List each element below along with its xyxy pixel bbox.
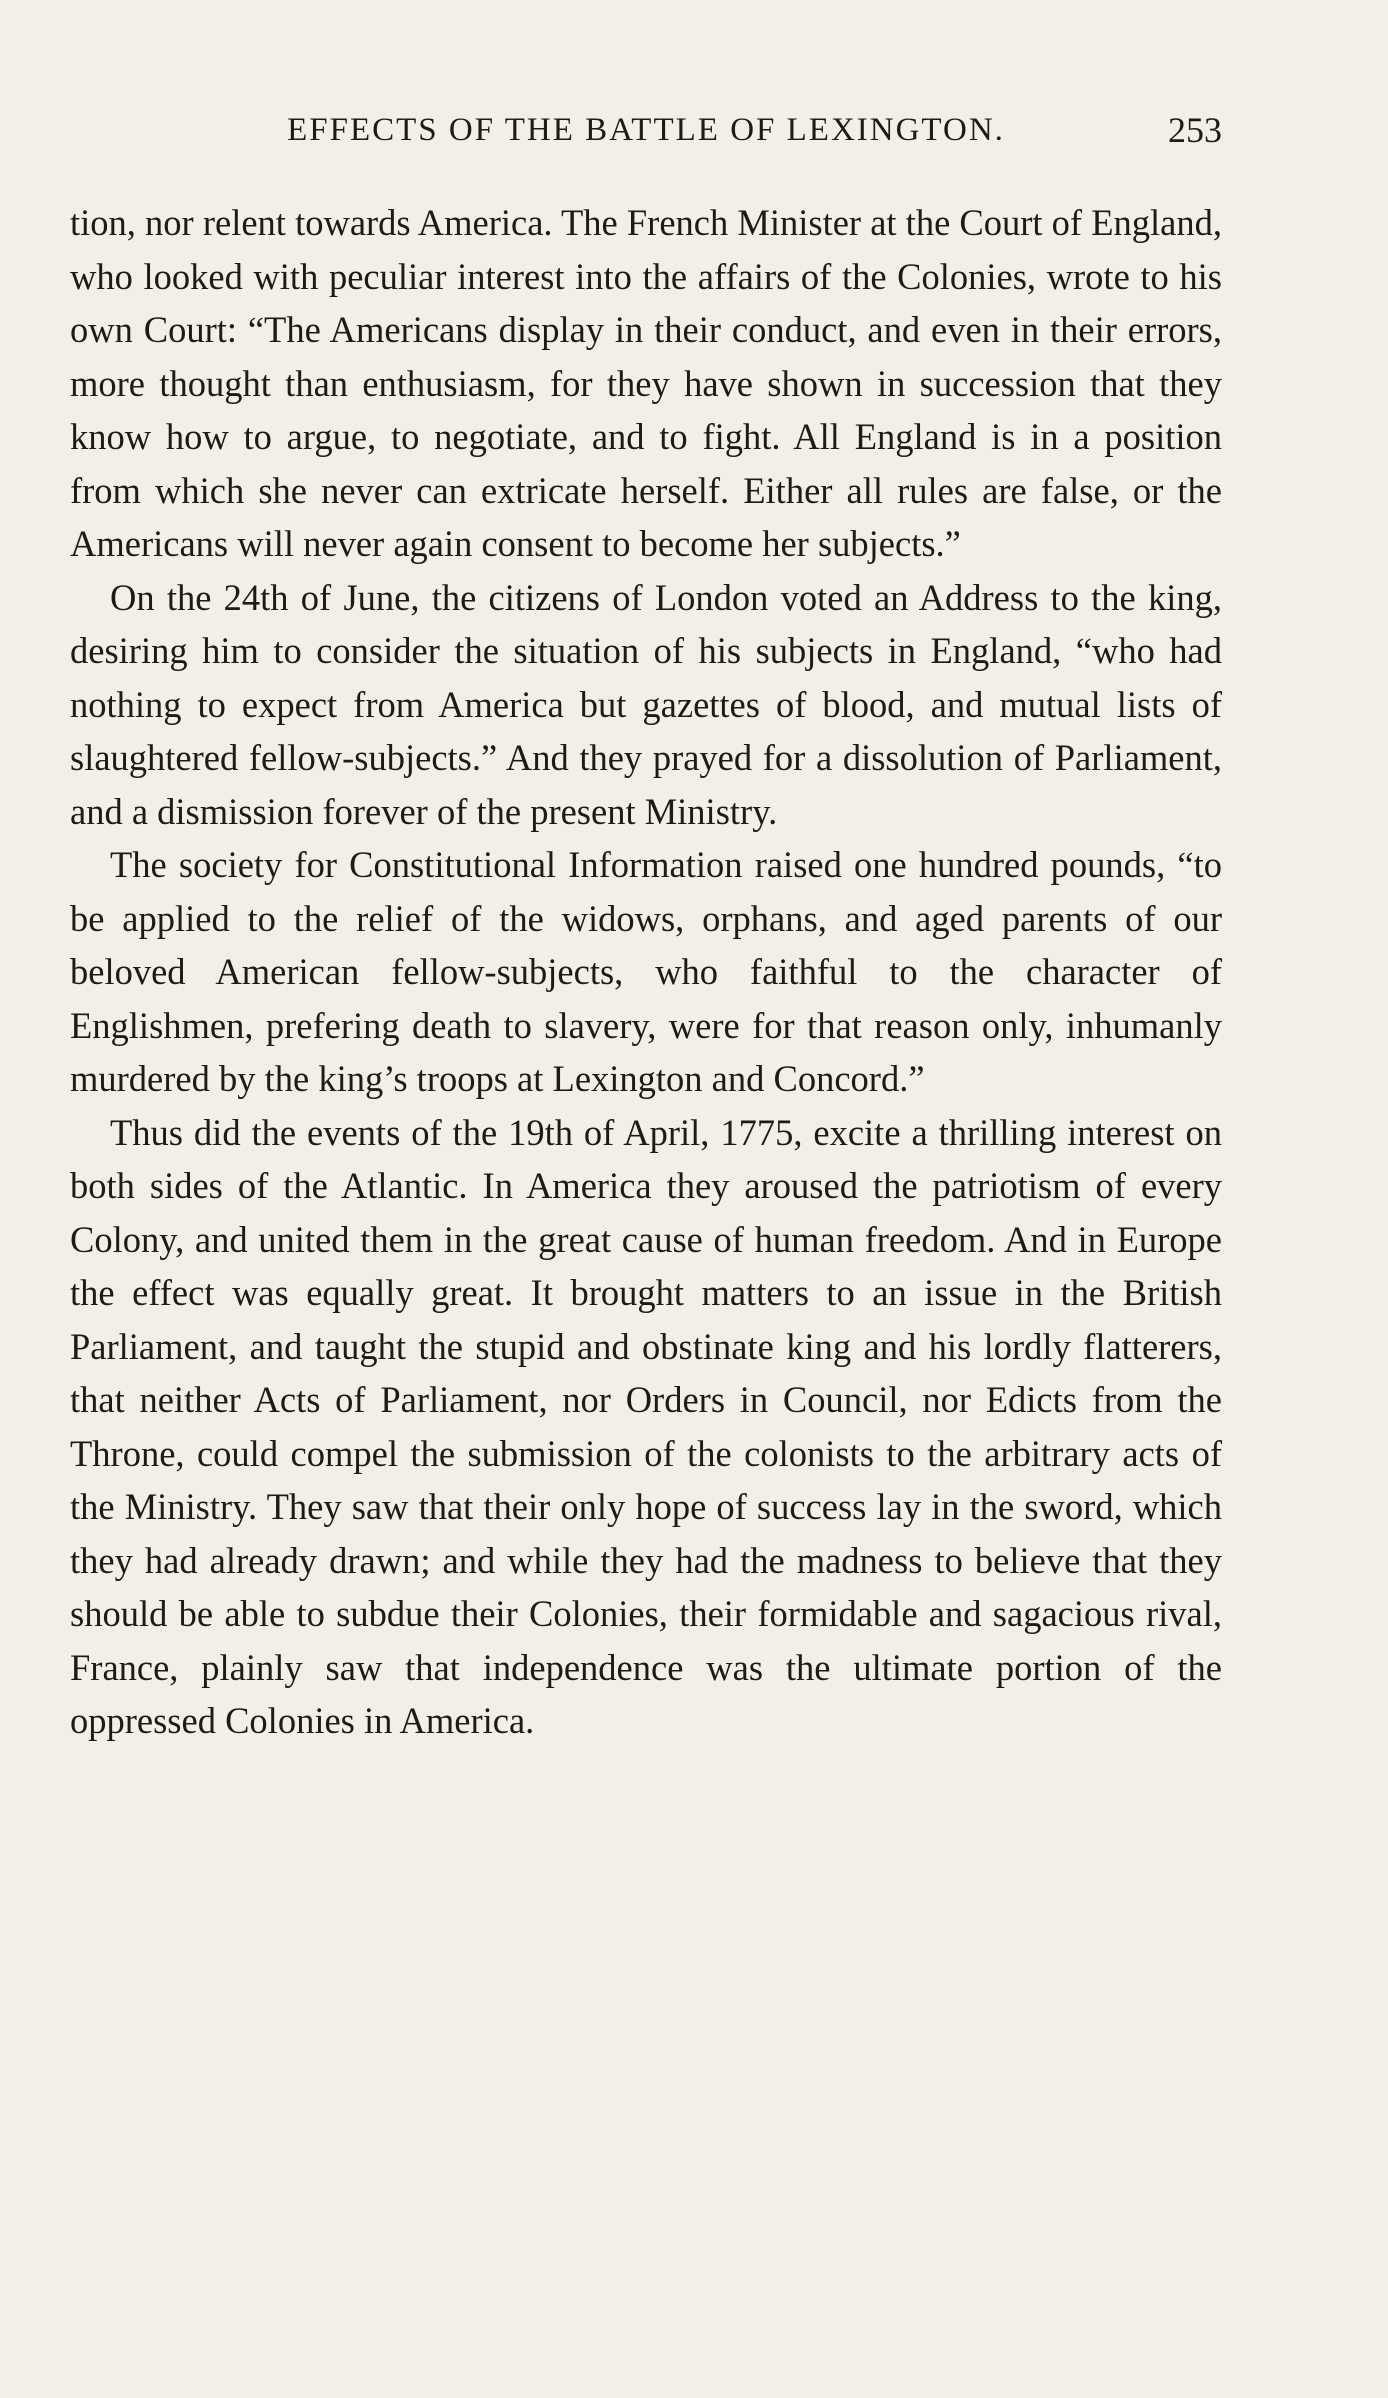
page-number: 253 (1168, 110, 1222, 150)
paragraph-2: On the 24th of June, the citizens of London voted an Address to the king, desiring him to consider the situation of his subjects in England, “who had nothing to expect from America but gazettes of blood, and mutual lists of slaughtered fellow-subjects.” And they prayed for a dissolution of Parliament, and a dismission forever of the present Ministry. (70, 576, 1222, 832)
running-head (70, 108, 1222, 152)
paragraph-1: tion, nor relent towards America. The French Minister at the Court of England, who looked with peculiar interest into the affairs of the Colonies, wrote to his own Court: “The Americans display in their conduct, and even in their errors, more thought than enthusiasm, for they have shown in succession that they know how to argue, to negotiate, and to fight. All England is in a position from which she never can extricate herself. Either all rules are false, or the Americans will never again consent to become her subjects.” (70, 202, 1222, 564)
paragraph-3: The society for Constitutional Information raised one hundred pounds, “to be applied to the relief of the widows, orphans, and aged parents of our beloved American fellow-subjects, who faithful to the character of Englishmen, prefering death to slavery, were for that reason only, inhumanly murdered by the king’s troops at Lexington and Concord.” (70, 844, 1222, 1099)
body-text (70, 196, 1222, 1748)
running-title: EFFECTS OF THE BATTLE OF LEXINGTON. (287, 112, 1005, 148)
paragraph-4: Thus did the events of the 19th of April, 1775, excite a thrilling interest on both sides of the Atlantic. In America they aroused the patriotism of every Colony, and united them in the great cause of human freedom. And in Europe the effect was equally great. It brought matters to an issue in the British Parliament, and taught the stupid and obstinate king and his lordly flatterers, that neither Acts of Parliament, nor Orders in Council, nor Edicts from the Throne, could compel the submission of the colonists to the arbitrary acts of the Ministry. They saw that their only hope of success lay in the sword, which they had already drawn; and while they had the madness to believe that they should be able to subdue their Colonies, their formidable and sagacious rival, France, plainly saw that independence was the ultimate portion of the oppressed Colonies in America. (70, 1111, 1222, 1741)
